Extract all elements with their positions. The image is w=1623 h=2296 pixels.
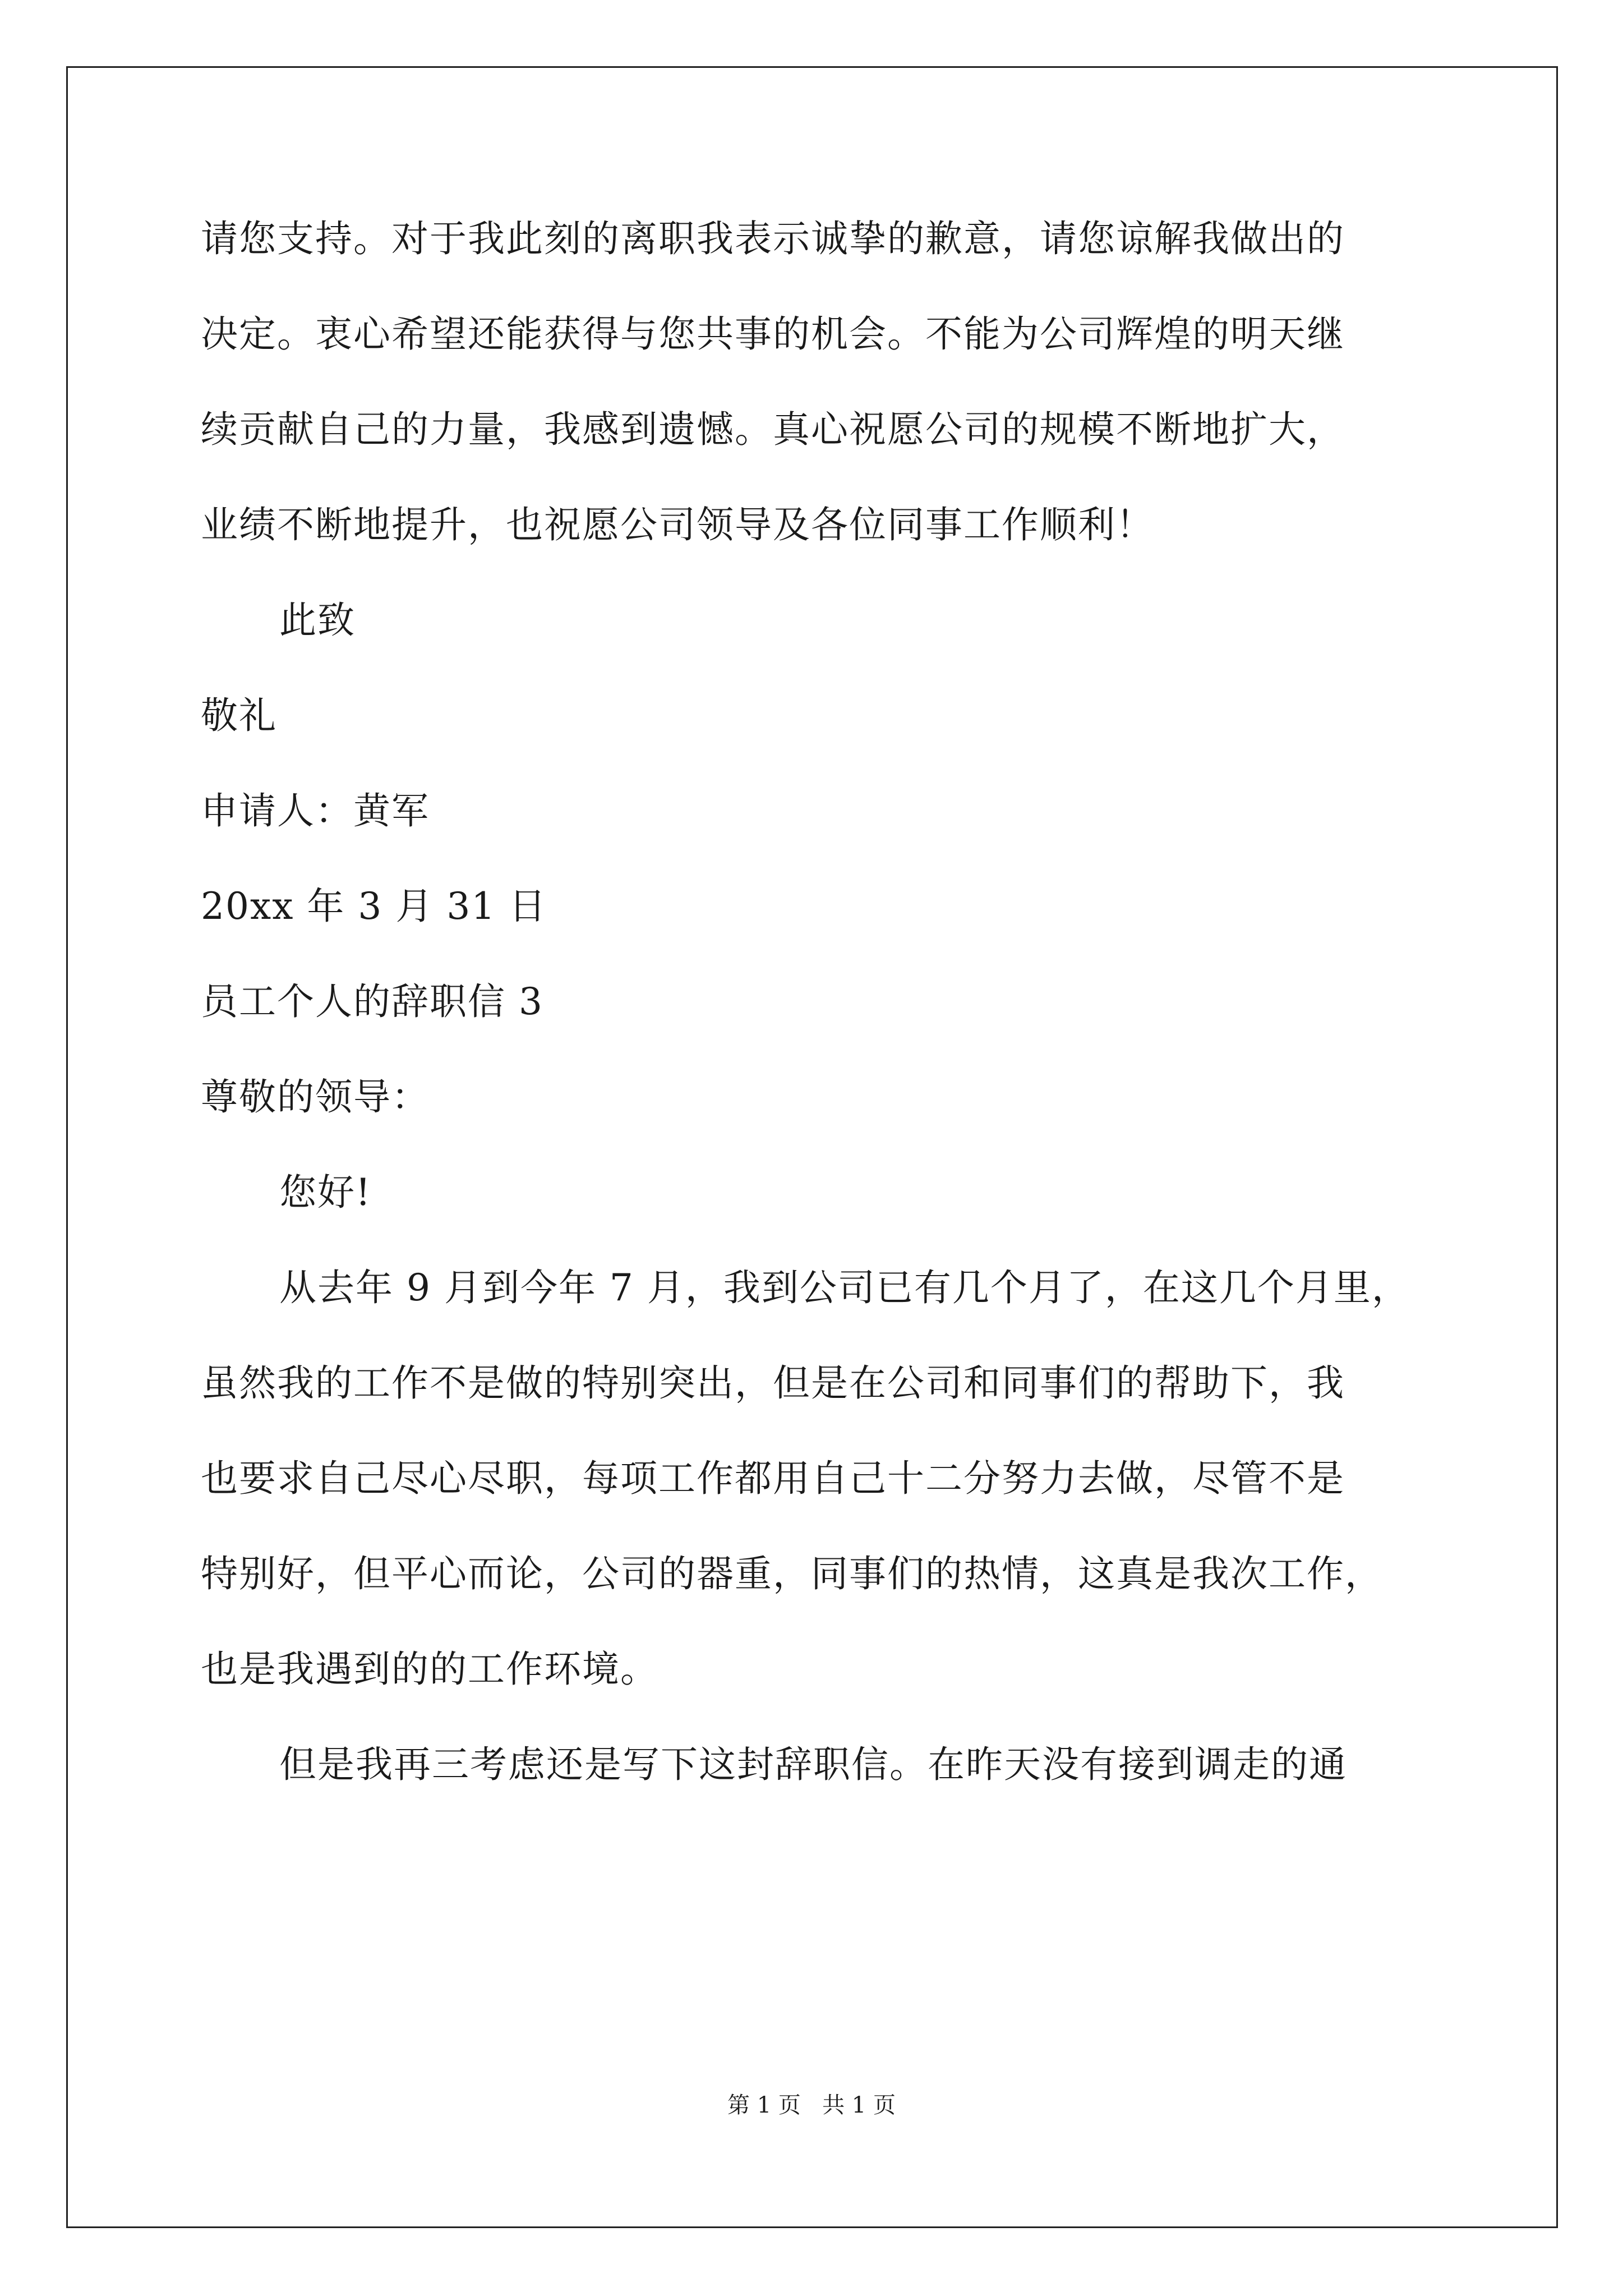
paragraph-line: 决定。衷心希望还能获得与您共事的机会。不能为公司辉煌的明天继 — [201, 312, 1345, 356]
section-title: 员工个人的辞职信 3 — [201, 980, 543, 1023]
paragraph-line: 也要求自己尽心尽职，每项工作都用自己十二分努力去做，尽管不是 — [201, 1457, 1345, 1500]
paragraph-line: 但是我再三考虑还是写下这封辞职信。在昨天没有接到调走的通 — [279, 1743, 1347, 1786]
paragraph-line: 请您支持。对于我此刻的离职我表示诚挚的歉意，请您谅解我做出的 — [201, 217, 1345, 260]
page-footer: 第 1 页 共 1 页 — [727, 2092, 896, 2118]
closing-salutation: 此致 — [279, 599, 356, 642]
paragraph-line: 业绩不断地提升，也祝愿公司领导及各位同事工作顺利！ — [201, 503, 1154, 546]
paragraph-line: 也是我遇到的的工作环境。 — [201, 1648, 658, 1691]
paragraph-line: 虽然我的工作不是做的特别突出，但是在公司和同事们的帮助下，我 — [201, 1361, 1345, 1405]
paragraph-line: 从去年 9 月到今年 7 月，我到公司已有几个月了，在这几个月里， — [279, 1266, 1410, 1309]
letter-hello: 您好! — [279, 1171, 372, 1214]
applicant-name: 申请人：黄军 — [201, 789, 430, 832]
paragraph-line: 续贡献自己的力量，我感到遗憾。真心祝愿公司的规模不断地扩大， — [201, 408, 1345, 451]
closing-regards: 敬礼 — [201, 694, 277, 737]
paragraph-line: 特别好，但平心而论，公司的器重，同事们的热情，这真是我次工作， — [201, 1552, 1383, 1595]
letter-greeting: 尊敬的领导： — [201, 1075, 430, 1119]
letter-date: 20xx 年 3 月 31 日 — [201, 885, 547, 928]
page-border — [66, 66, 1558, 2228]
